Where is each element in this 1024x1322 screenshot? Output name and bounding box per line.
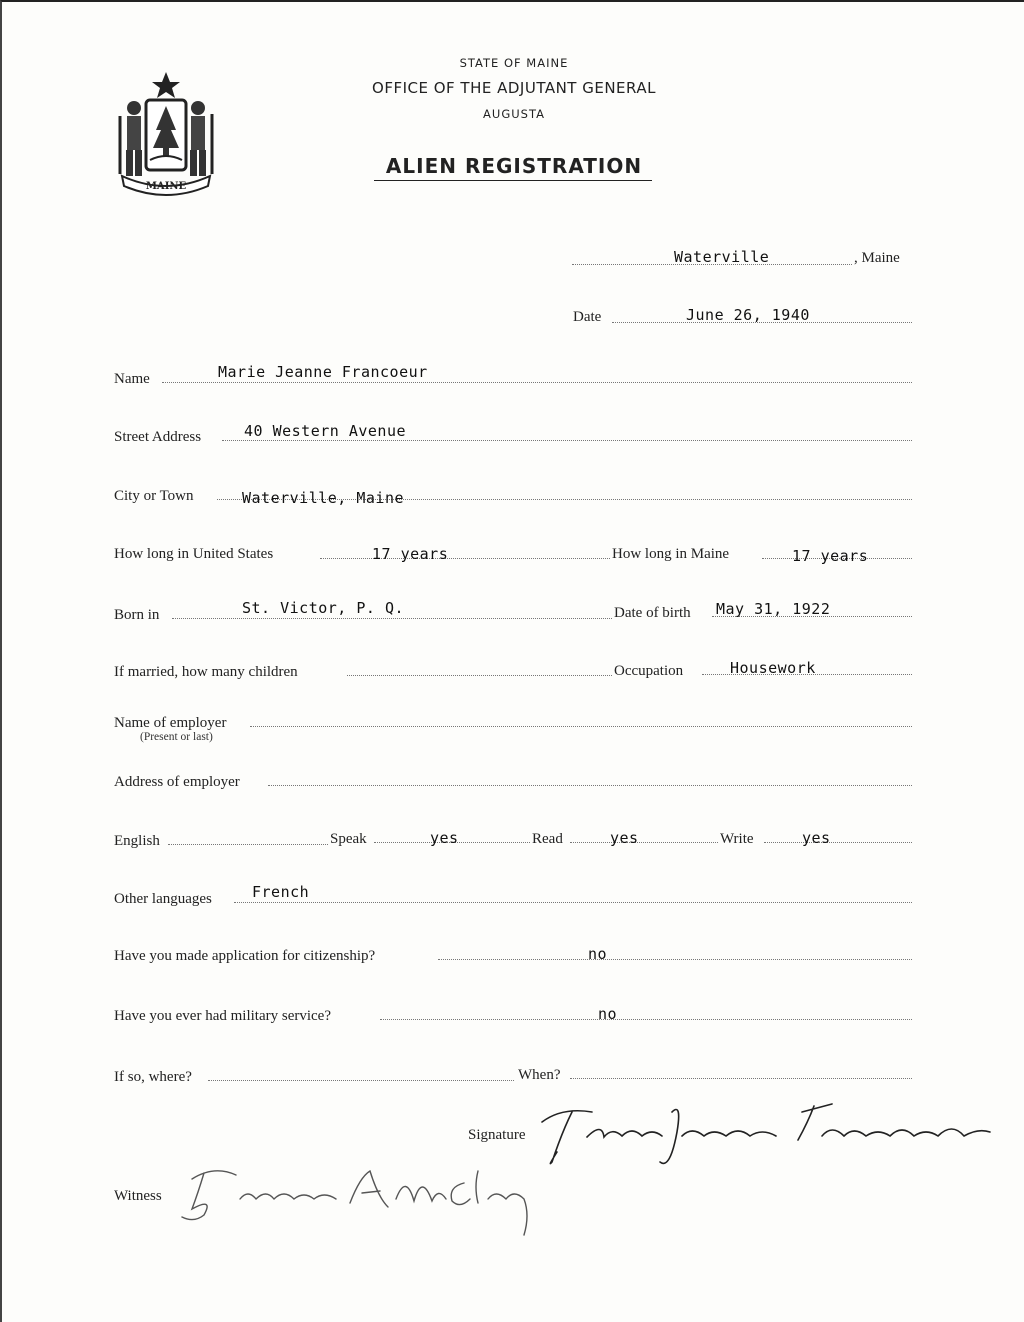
svg-text:Marie Jeanne Francoeur: Marie Jeanne Francoeur [532, 1092, 542, 1093]
how-long-us-label: How long in United States [114, 546, 274, 562]
how-long-maine-label: How long in Maine [612, 546, 730, 562]
write-label: Write [720, 831, 754, 847]
where-label: If so, where? [114, 1069, 192, 1085]
born-in-label: Born in [114, 607, 160, 623]
employer-address-label: Address of employer [114, 774, 240, 790]
form-title: ALIEN REGISTRATION [385, 154, 643, 178]
read-value[interactable]: yes [610, 829, 639, 847]
svg-text:MAINE: MAINE [145, 181, 187, 192]
title-underline [374, 180, 652, 181]
city-label: City or Town [114, 488, 194, 504]
citizenship-label: Have you made application for citizenship? [114, 948, 376, 964]
header-city: AUGUSTA [483, 107, 545, 121]
military-label: Have you ever had military service? [114, 1008, 331, 1024]
svg-text:Frances A McClay: Frances A McClay [174, 1157, 182, 1158]
date-value[interactable]: June 26, 1940 [686, 306, 810, 324]
witness-handwriting [174, 1157, 574, 1242]
header-state: STATE OF MAINE [459, 56, 569, 70]
speak-label: Speak [330, 831, 367, 847]
occupation-value[interactable]: Housework [730, 659, 816, 677]
dob-label: Date of birth [614, 605, 691, 621]
date-label: Date [573, 309, 602, 325]
how-long-us-value[interactable]: 17 years [372, 545, 449, 563]
read-label: Read [532, 831, 563, 847]
signature-label: Signature [468, 1127, 526, 1143]
name-label: Name [114, 371, 150, 387]
born-in-value[interactable]: St. Victor, P. Q. [242, 599, 405, 617]
speak-value[interactable]: yes [430, 829, 459, 847]
write-value[interactable]: yes [802, 829, 831, 847]
name-value[interactable]: Marie Jeanne Francoeur [218, 363, 428, 381]
place-suffix: , Maine [854, 250, 900, 266]
city-value[interactable]: Waterville, Maine [242, 489, 405, 507]
dob-value[interactable]: May 31, 1922 [716, 600, 831, 618]
witness-label: Witness [114, 1188, 162, 1204]
street-value[interactable]: 40 Western Avenue [244, 422, 407, 440]
signature-handwriting [532, 1092, 1002, 1172]
place-value[interactable]: Waterville [674, 248, 770, 266]
employer-label: Name of employer [114, 715, 227, 731]
when-label: When? [518, 1067, 561, 1083]
military-value[interactable]: no [598, 1005, 618, 1023]
occupation-label: Occupation [614, 663, 684, 679]
other-languages-value[interactable]: French [252, 883, 310, 901]
children-label: If married, how many children [114, 664, 298, 680]
street-label: Street Address [114, 429, 202, 445]
header-office: OFFICE OF THE ADJUTANT GENERAL [372, 79, 656, 97]
employer-note: (Present or last) [140, 731, 213, 743]
english-label: English [114, 833, 160, 849]
how-long-maine-value[interactable]: 17 years [792, 547, 869, 565]
citizenship-value[interactable]: no [588, 945, 608, 963]
state-seal-icon [112, 70, 220, 198]
other-languages-label: Other languages [114, 891, 212, 907]
